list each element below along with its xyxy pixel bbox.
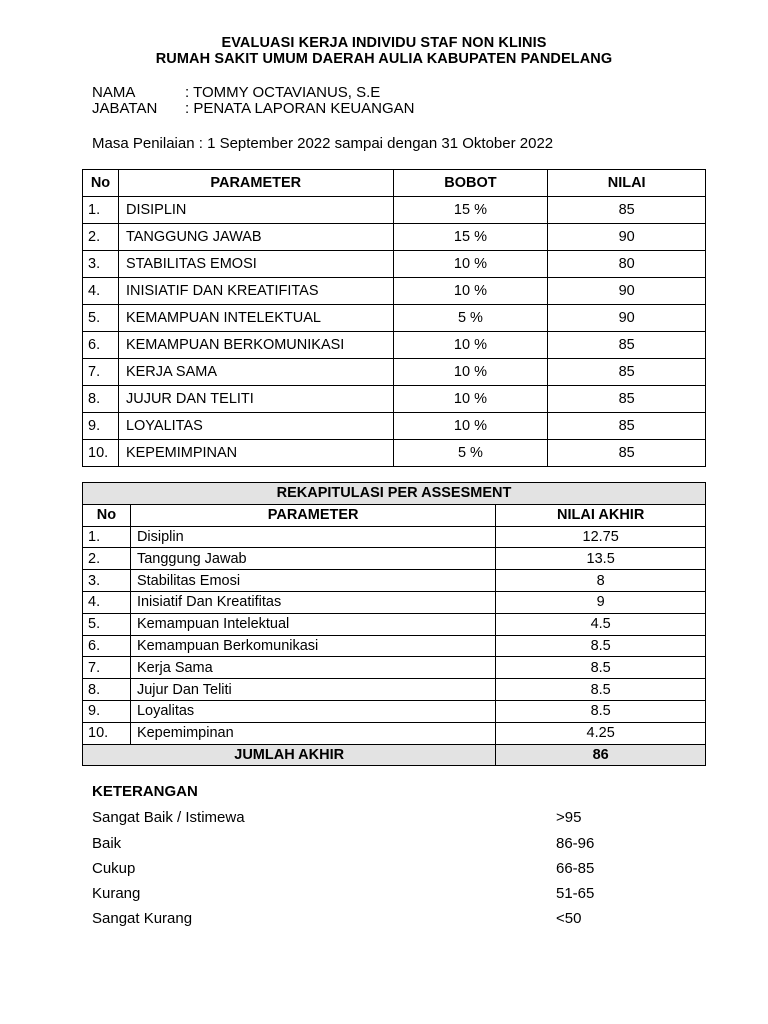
legend-label: Sangat Baik / Istimewa: [92, 809, 245, 826]
recap-total-row: [83, 744, 706, 766]
table-row: [83, 440, 706, 467]
row-bobot: 5 %: [393, 440, 548, 467]
recap-row-parameter: Jujur Dan Teliti: [130, 679, 495, 701]
header-nilai: NILAI: [548, 170, 706, 197]
total-label: JUMLAH AKHIR: [83, 744, 496, 766]
row-bobot: 15 %: [393, 197, 548, 224]
recap-table: [82, 482, 706, 766]
assessment-period: Masa Penilaian : 1 September 2022 sampai dengan 31 Oktober 2022: [92, 135, 554, 152]
employee-name-label: NAMA: [92, 84, 136, 101]
table-row: [83, 386, 706, 413]
row-parameter: KEPEMIMPINAN: [118, 440, 393, 467]
recap-row-parameter: Inisiatif Dan Kreatifitas: [130, 591, 495, 613]
table-row: [83, 278, 706, 305]
row-bobot: 15 %: [393, 224, 548, 251]
evaluation-table: [82, 169, 706, 467]
table-row: [83, 679, 706, 701]
row-no: 4.: [83, 278, 119, 305]
table-row: [83, 722, 706, 744]
row-nilai: 80: [548, 251, 706, 278]
total-value: 86: [496, 744, 706, 766]
recap-row-nilai-akhir: 8.5: [496, 679, 706, 701]
recap-row-no: 4.: [83, 591, 131, 613]
legend-label: Kurang: [92, 885, 141, 902]
table-row: [83, 251, 706, 278]
row-nilai: 90: [548, 278, 706, 305]
legend-range: 66-85: [556, 860, 595, 877]
recap-table-title: REKAPITULASI PER ASSESMENT: [83, 483, 706, 505]
recap-row-nilai-akhir: 8.5: [496, 635, 706, 657]
employee-name-row: [92, 84, 380, 101]
row-bobot: 10 %: [393, 413, 548, 440]
document-title-line1: EVALUASI KERJA INDIVIDU STAF NON KLINIS: [221, 35, 547, 51]
recap-row-nilai-akhir: 8.5: [496, 700, 706, 722]
table-row: [83, 635, 706, 657]
row-no: 3.: [83, 251, 119, 278]
row-no: 6.: [83, 332, 119, 359]
legend-item: [92, 885, 692, 902]
row-bobot: 5 %: [393, 305, 548, 332]
row-nilai: 85: [548, 386, 706, 413]
recap-row-nilai-akhir: 8: [496, 570, 706, 592]
recap-row-nilai-akhir: 8.5: [496, 657, 706, 679]
recap-row-parameter: Kemampuan Intelektual: [130, 613, 495, 635]
table-row: [83, 197, 706, 224]
row-parameter: JUJUR DAN TELITI: [118, 386, 393, 413]
legend-item: [92, 809, 692, 826]
recap-row-nilai-akhir: 4.25: [496, 722, 706, 744]
document-title-line2: RUMAH SAKIT UMUM DAERAH AULIA KABUPATEN PANDELANG: [155, 51, 613, 67]
row-parameter: KERJA SAMA: [118, 359, 393, 386]
recap-row-nilai-akhir: 4.5: [496, 613, 706, 635]
row-parameter: STABILITAS EMOSI: [118, 251, 393, 278]
legend-range: <50: [556, 910, 582, 927]
row-nilai: 85: [548, 413, 706, 440]
employee-position-label: JABATAN: [92, 100, 158, 117]
recap-row-parameter: Loyalitas: [130, 700, 495, 722]
recap-row-no: 6.: [83, 635, 131, 657]
row-no: 7.: [83, 359, 119, 386]
legend-label: Baik: [92, 835, 122, 852]
recap-row-no: 2.: [83, 548, 131, 570]
table-row: [83, 657, 706, 679]
header-parameter: PARAMETER: [118, 170, 393, 197]
row-no: 2.: [83, 224, 119, 251]
employee-position-row: [92, 100, 415, 117]
legend-item: [92, 860, 692, 877]
table-row: [83, 526, 706, 548]
row-parameter: KEMAMPUAN INTELEKTUAL: [118, 305, 393, 332]
recap-row-no: 7.: [83, 657, 131, 679]
table-row: [83, 570, 706, 592]
recap-header-no: No: [83, 504, 131, 526]
recap-row-parameter: Stabilitas Emosi: [130, 570, 495, 592]
row-nilai: 90: [548, 224, 706, 251]
table-row: [83, 613, 706, 635]
recap-row-no: 3.: [83, 570, 131, 592]
recap-header-nilai-akhir: NILAI AKHIR: [496, 504, 706, 526]
legend-range: 86-96: [556, 835, 595, 852]
row-parameter: TANGGUNG JAWAB: [118, 224, 393, 251]
legend-range: >95: [556, 809, 582, 826]
row-no: 8.: [83, 386, 119, 413]
recap-row-parameter: Tanggung Jawab: [130, 548, 495, 570]
employee-name-value: : TOMMY OCTAVIANUS, S.E: [185, 84, 381, 101]
legend-item: [92, 910, 692, 927]
legend-range: 51-65: [556, 885, 595, 902]
evaluation-table-header: [83, 170, 706, 197]
table-row: [83, 332, 706, 359]
recap-row-parameter: Kepemimpinan: [130, 722, 495, 744]
table-row: [83, 305, 706, 332]
row-parameter: KEMAMPUAN BERKOMUNIKASI: [118, 332, 393, 359]
row-no: 1.: [83, 197, 119, 224]
table-row: [83, 548, 706, 570]
recap-row-parameter: Kemampuan Berkomunikasi: [130, 635, 495, 657]
row-nilai: 85: [548, 197, 706, 224]
recap-row-nilai-akhir: 9: [496, 591, 706, 613]
recap-row-nilai-akhir: 12.75: [496, 526, 706, 548]
recap-row-no: 9.: [83, 700, 131, 722]
row-parameter: LOYALITAS: [118, 413, 393, 440]
legend-label: Cukup: [92, 860, 136, 877]
recap-row-nilai-akhir: 13.5: [496, 548, 706, 570]
table-row: [83, 359, 706, 386]
row-nilai: 85: [548, 332, 706, 359]
legend-item: [92, 835, 692, 852]
row-nilai: 85: [548, 359, 706, 386]
recap-row-no: 5.: [83, 613, 131, 635]
row-no: 9.: [83, 413, 119, 440]
row-bobot: 10 %: [393, 332, 548, 359]
table-row: [83, 591, 706, 613]
recap-header-parameter: PARAMETER: [130, 504, 495, 526]
legend-label: Sangat Kurang: [92, 910, 193, 927]
recap-row-parameter: Kerja Sama: [130, 657, 495, 679]
recap-row-no: 10.: [83, 722, 131, 744]
row-parameter: INISIATIF DAN KREATIFITAS: [118, 278, 393, 305]
row-bobot: 10 %: [393, 251, 548, 278]
row-no: 10.: [83, 440, 119, 467]
row-bobot: 10 %: [393, 359, 548, 386]
header-bobot: BOBOT: [393, 170, 548, 197]
row-bobot: 10 %: [393, 278, 548, 305]
table-row: [83, 413, 706, 440]
header-no: No: [83, 170, 119, 197]
legend-title: KETERANGAN: [92, 783, 198, 800]
table-row: [83, 700, 706, 722]
row-nilai: 85: [548, 440, 706, 467]
employee-position-value: : PENATA LAPORAN KEUANGAN: [185, 100, 415, 117]
recap-row-no: 1.: [83, 526, 131, 548]
recap-row-parameter: Disiplin: [130, 526, 495, 548]
row-bobot: 10 %: [393, 386, 548, 413]
row-nilai: 90: [548, 305, 706, 332]
row-parameter: DISIPLIN: [118, 197, 393, 224]
recap-row-no: 8.: [83, 679, 131, 701]
table-row: [83, 224, 706, 251]
row-no: 5.: [83, 305, 119, 332]
recap-table-title-row: [83, 483, 706, 505]
recap-table-header: [83, 504, 706, 526]
